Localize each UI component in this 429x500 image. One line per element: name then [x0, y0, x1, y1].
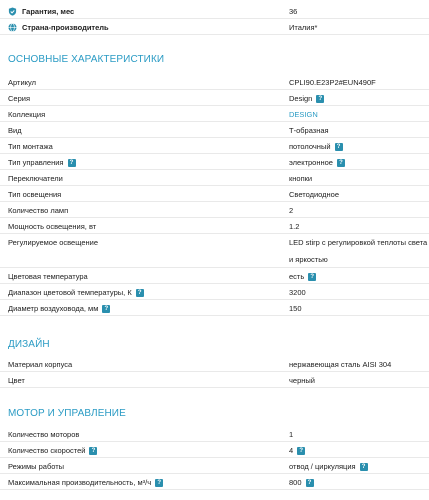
- spec-label: Страна-производитель: [8, 23, 109, 32]
- spec-row: [0, 202, 429, 218]
- spec-value: отвод / циркуляция ?: [289, 462, 368, 471]
- spec-label: Количество ламп: [8, 206, 69, 215]
- top-info: [0, 3, 429, 35]
- spec-row: [0, 356, 429, 372]
- spec-row-country: [0, 19, 429, 35]
- spec-label: Мощность освещения, вт: [8, 222, 97, 231]
- spec-label: Гарантия, мес: [8, 7, 74, 16]
- section-motor: [0, 426, 429, 490]
- spec-label: Диапазон цветовой температуры, К ?: [8, 288, 144, 297]
- spec-label: Коллекция: [8, 110, 46, 119]
- spec-row: [0, 284, 429, 300]
- spec-row: [0, 154, 429, 170]
- spec-value: Т-образная: [289, 126, 329, 135]
- spec-label: Артикул: [8, 78, 36, 87]
- help-icon[interactable]: ?: [316, 95, 324, 103]
- globe-icon: [8, 23, 17, 32]
- spec-label: Максимальная производительность, м³/ч ?: [8, 478, 163, 487]
- spec-value: есть ?: [289, 272, 316, 281]
- spec-value: Design ?: [289, 94, 324, 103]
- section-title-motor: МОТОР И УПРАВЛЕНИЕ: [8, 408, 126, 419]
- spec-label: Тип освещения: [8, 190, 62, 199]
- spec-label: Количество моторов: [8, 430, 80, 439]
- spec-row: [0, 106, 429, 122]
- section-title-main: ОСНОВНЫЕ ХАРАКТЕРИСТИКИ: [8, 54, 165, 65]
- spec-label: Режимы работы: [8, 462, 65, 471]
- spec-value: потолочный ?: [289, 142, 343, 151]
- help-icon[interactable]: ?: [335, 143, 343, 151]
- spec-value: черный: [289, 376, 315, 385]
- spec-value: 3200: [289, 288, 306, 297]
- help-icon[interactable]: ?: [308, 273, 316, 281]
- spec-value: 1.2: [289, 222, 300, 231]
- spec-row: [0, 426, 429, 442]
- spec-value: Италия*: [289, 23, 318, 32]
- spec-row: [0, 234, 429, 268]
- spec-label: Диаметр воздуховода, мм ?: [8, 304, 110, 313]
- spec-row-warranty: [0, 3, 429, 19]
- help-icon[interactable]: ?: [360, 463, 368, 471]
- spec-label: Цветовая температура: [8, 272, 88, 281]
- shield-check-icon: [8, 7, 17, 16]
- spec-value: 800 ?: [289, 478, 314, 487]
- spec-value: нержавеющая сталь AISI 304: [289, 360, 392, 369]
- help-icon[interactable]: ?: [306, 479, 314, 487]
- spec-row: [0, 138, 429, 154]
- spec-value: 4 ?: [289, 446, 305, 455]
- spec-row: [0, 300, 429, 316]
- spec-row: [0, 90, 429, 106]
- spec-row: [0, 170, 429, 186]
- spec-value: 150: [289, 304, 302, 313]
- help-icon[interactable]: ?: [89, 447, 97, 455]
- section-main: [0, 74, 429, 316]
- spec-row: [0, 474, 429, 490]
- spec-value: 2: [289, 206, 294, 215]
- spec-value: кнопки: [289, 174, 313, 183]
- spec-row: [0, 372, 429, 388]
- spec-label: Регулируемое освещение: [8, 238, 98, 247]
- spec-label: Переключатели: [8, 174, 63, 183]
- spec-label: Количество скоростей ?: [8, 446, 97, 455]
- spec-label: Серия: [8, 94, 31, 103]
- spec-row: [0, 218, 429, 234]
- spec-value: LED stirp с регулировкой теплоты света и яркостью: [289, 238, 428, 264]
- spec-row: [0, 122, 429, 138]
- spec-row: [0, 268, 429, 284]
- spec-label: Цвет: [8, 376, 25, 385]
- spec-value: электронное ?: [289, 158, 345, 167]
- spec-value: 36: [289, 7, 298, 16]
- section-title-design: ДИЗАЙН: [8, 339, 50, 350]
- spec-value: CPLI90.E23P2#EUN490F: [289, 78, 376, 87]
- spec-row: [0, 186, 429, 202]
- spec-value: 1: [289, 430, 294, 439]
- spec-row: [0, 442, 429, 458]
- help-icon[interactable]: ?: [297, 447, 305, 455]
- spec-label: Материал корпуса: [8, 360, 73, 369]
- help-icon[interactable]: ?: [68, 159, 76, 167]
- help-icon[interactable]: ?: [155, 479, 163, 487]
- section-design: [0, 356, 429, 388]
- spec-label: Тип монтажа: [8, 142, 53, 151]
- help-icon[interactable]: ?: [337, 159, 345, 167]
- collection-link[interactable]: DESIGN: [289, 110, 318, 119]
- spec-label: Тип управления ?: [8, 158, 76, 167]
- spec-row: [0, 74, 429, 90]
- spec-row: [0, 458, 429, 474]
- spec-value: Светодиодное: [289, 190, 340, 199]
- help-icon[interactable]: ?: [136, 289, 144, 297]
- spec-label: Вид: [8, 126, 22, 135]
- help-icon[interactable]: ?: [102, 305, 110, 313]
